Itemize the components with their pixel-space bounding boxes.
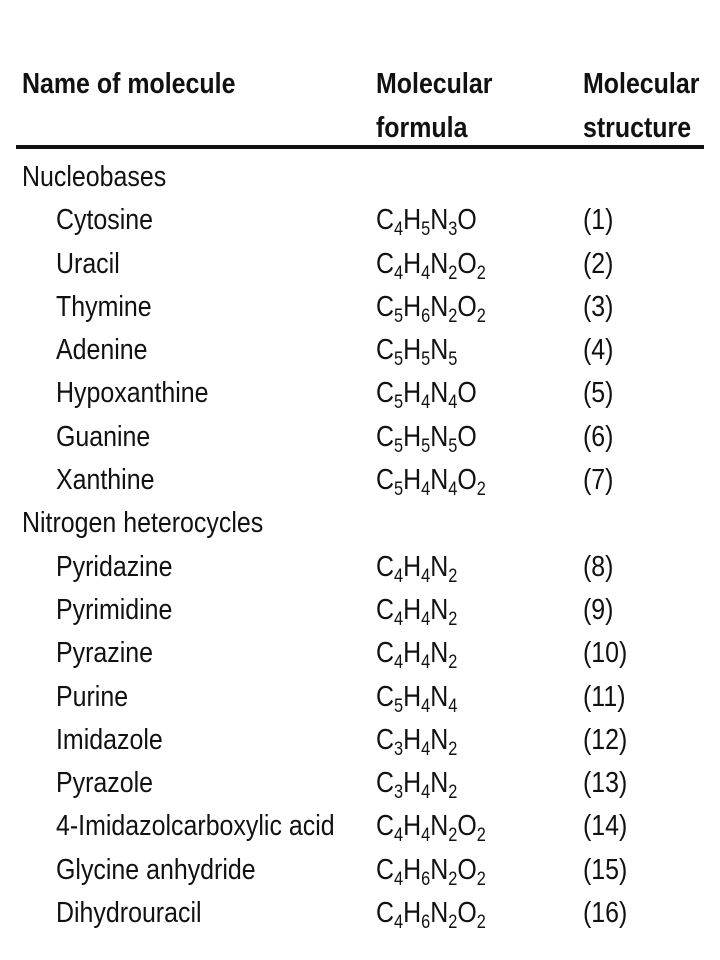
formula-element: H [403,723,422,756]
group-heading [0,502,720,545]
formula-element: N [430,377,449,410]
formula-element: C [376,897,395,930]
formula-element: N [430,464,449,497]
table-row [0,762,720,805]
header-name-of-molecule: Name of molecule [22,68,236,100]
molecular-formula [376,805,486,848]
formula-element: H [403,853,422,886]
formula-element: H [403,290,422,323]
structure-reference: (6) [583,420,614,453]
formula-count: 4 [448,479,458,501]
molecule-name: Hypoxanthine [56,377,209,410]
formula-element: N [430,897,449,930]
table-row [0,286,720,329]
formula-element: N [430,767,449,800]
molecular-formula [376,849,486,892]
molecule-name: Dihydrouracil [56,897,202,930]
molecule-name: Pyrazine [56,637,154,670]
formula-element: H [403,897,422,930]
header-rule [16,145,704,149]
formula-count: 4 [448,392,458,414]
table-row [0,589,720,632]
formula-element: C [376,290,395,323]
formula-element: H [403,680,422,713]
molecule-name: Pyridazine [56,550,173,583]
molecular-formula [376,632,457,675]
molecule-name: Pyrazole [56,767,154,800]
group-title: Nitrogen heterocycles [22,507,264,540]
molecule-name: Purine [56,680,129,713]
structure-reference: (13) [583,767,628,800]
formula-count: 2 [476,262,486,284]
formula-count: 2 [448,652,458,674]
formula-element: N [430,420,449,453]
structure-reference: (2) [583,247,614,280]
formula-element: O [457,247,477,280]
formula-count: 2 [448,868,458,890]
formula-count: 6 [421,912,431,934]
formula-element: C [376,723,395,756]
formula-count: 4 [421,262,431,284]
formula-element: N [430,680,449,713]
table-row [0,632,720,675]
formula-count: 2 [448,782,458,804]
formula-count: 2 [448,825,458,847]
formula-count: 4 [421,782,431,804]
formula-count: 2 [476,479,486,501]
formula-element: H [403,550,422,583]
formula-element: O [457,897,477,930]
formula-element: C [376,767,395,800]
formula-element: C [376,853,395,886]
table-row [0,199,720,242]
molecule-name: Uracil [56,247,120,280]
formula-element: C [376,204,395,237]
formula-count: 2 [448,305,458,327]
formula-count: 4 [394,262,404,284]
formula-element: C [376,334,395,367]
formula-count: 5 [394,305,404,327]
table-body [0,156,720,935]
formula-element: C [376,550,395,583]
molecular-formula [376,892,486,935]
formula-element: N [430,637,449,670]
structure-reference: (14) [583,810,628,843]
formula-element: C [376,420,395,453]
molecular-formula [376,459,486,502]
formula-element: H [403,637,422,670]
formula-count: 2 [476,825,486,847]
molecule-name: Pyrimidine [56,593,173,626]
formula-count: 2 [448,262,458,284]
formula-count: 5 [394,349,404,371]
structure-reference: (10) [583,637,628,670]
formula-count: 5 [421,435,431,457]
molecular-formula [376,589,457,632]
formula-element: N [430,723,449,756]
molecular-formula [376,416,477,459]
formula-count: 3 [448,219,458,241]
molecular-formula [376,762,457,805]
header-molecular-structure: Molecular structure [583,68,700,144]
formula-element: C [376,464,395,497]
formula-count: 5 [421,219,431,241]
formula-count: 5 [394,435,404,457]
formula-count: 2 [448,565,458,587]
formula-element: N [430,810,449,843]
structure-reference: (5) [583,377,614,410]
formula-element: N [430,853,449,886]
formula-count: 6 [421,868,431,890]
formula-count: 4 [421,392,431,414]
formula-element: H [403,204,422,237]
formula-element: C [376,593,395,626]
group-heading [0,156,720,199]
formula-element: N [430,247,449,280]
formula-element: O [457,204,477,237]
formula-count: 6 [421,305,431,327]
table-row [0,676,720,719]
formula-count: 4 [394,825,404,847]
formula-element: C [376,377,395,410]
structure-reference: (16) [583,897,628,930]
formula-element: N [430,593,449,626]
formula-count: 4 [421,738,431,760]
molecule-name: Adenine [56,334,148,367]
structure-reference: (12) [583,723,628,756]
formula-element: O [457,853,477,886]
table-row [0,849,720,892]
formula-count: 4 [421,479,431,501]
structure-reference: (8) [583,550,614,583]
formula-element: N [430,290,449,323]
molecule-name: Glycine anhydride [56,853,256,886]
formula-count: 2 [448,738,458,760]
formula-count: 4 [394,868,404,890]
table-row [0,459,720,502]
formula-count: 4 [394,652,404,674]
formula-element: H [403,810,422,843]
molecule-name: 4-Imidazolcarboxylic acid [56,810,335,843]
formula-element: O [457,810,477,843]
table-row [0,805,720,848]
formula-element: O [457,377,477,410]
formula-element: H [403,420,422,453]
molecular-formula [376,372,477,415]
molecule-name: Thymine [56,290,152,323]
formula-element: H [403,464,422,497]
molecular-formula [376,719,457,762]
formula-element: O [457,420,477,453]
formula-count: 3 [394,782,404,804]
formula-element: H [403,767,422,800]
formula-count: 4 [448,695,458,717]
formula-count: 2 [476,305,486,327]
table-row [0,719,720,762]
formula-element: C [376,247,395,280]
structure-reference: (15) [583,853,628,886]
formula-count: 4 [394,219,404,241]
table-row [0,892,720,935]
formula-count: 3 [394,738,404,760]
formula-count: 4 [394,565,404,587]
molecular-formula [376,199,477,242]
formula-element: H [403,334,422,367]
formula-count: 4 [421,565,431,587]
formula-count: 2 [476,912,486,934]
formula-element: N [430,550,449,583]
formula-element: C [376,810,395,843]
formula-element: N [430,204,449,237]
formula-count: 4 [421,825,431,847]
formula-element: C [376,637,395,670]
structure-reference: (9) [583,593,614,626]
formula-count: 2 [448,608,458,630]
molecular-formula [376,676,457,719]
formula-element: H [403,593,422,626]
table-row [0,243,720,286]
formula-count: 4 [421,608,431,630]
formula-element: C [376,680,395,713]
formula-count: 4 [421,652,431,674]
formula-element: H [403,247,422,280]
molecule-name: Xanthine [56,464,155,497]
formula-element: H [403,377,422,410]
table-header [0,62,720,142]
formula-count: 5 [448,435,458,457]
structure-reference: (11) [583,680,626,713]
molecular-formula [376,546,457,589]
molecule-name: Guanine [56,420,151,453]
formula-count: 5 [448,349,458,371]
structure-reference: (7) [583,464,614,497]
structure-reference: (4) [583,334,614,367]
molecule-name: Cytosine [56,204,154,237]
table-row [0,416,720,459]
formula-count: 5 [394,479,404,501]
formula-element: O [457,290,477,323]
header-molecular-formula: Molecular formula [376,68,493,144]
molecular-formula [376,243,486,286]
group-title: Nucleobases [22,161,167,193]
table-row [0,372,720,415]
structure-reference: (3) [583,290,614,323]
table-row [0,329,720,372]
molecule-name: Imidazole [56,723,163,756]
molecular-formula [376,329,457,372]
formula-count: 2 [448,912,458,934]
formula-count: 5 [394,392,404,414]
table-row [0,546,720,589]
structure-reference: (1) [583,204,614,237]
formula-count: 4 [394,608,404,630]
formula-count: 5 [421,349,431,371]
formula-element: N [430,334,449,367]
formula-count: 4 [394,912,404,934]
formula-element: O [457,464,477,497]
formula-count: 5 [394,695,404,717]
formula-count: 4 [421,695,431,717]
molecular-formula [376,286,486,329]
formula-count: 2 [476,868,486,890]
